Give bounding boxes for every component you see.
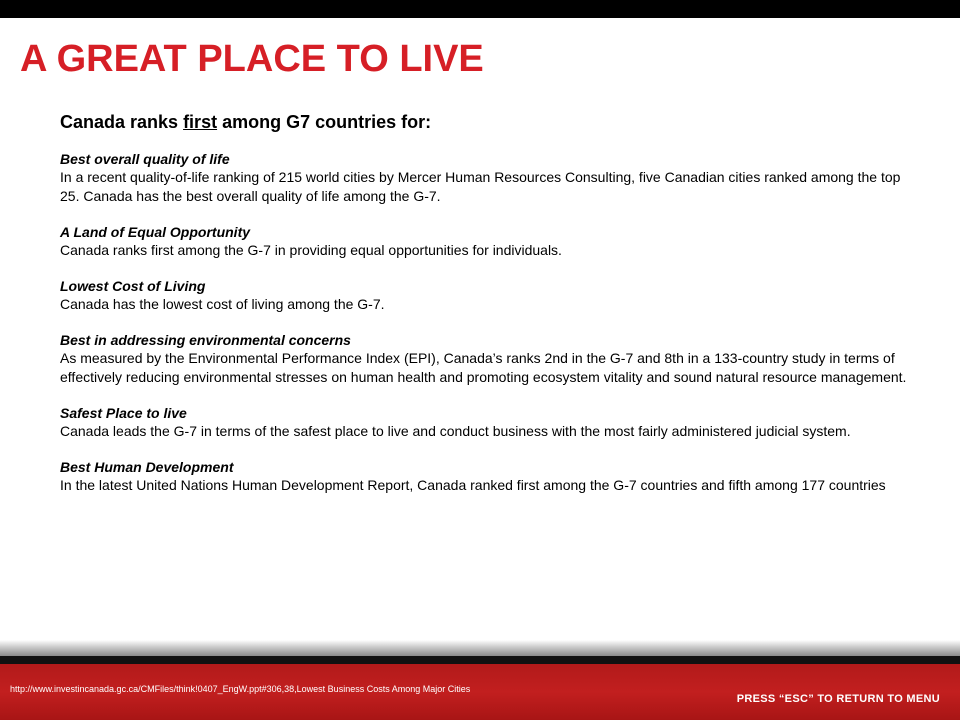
section-heading: Best overall quality of life	[60, 151, 230, 167]
subtitle-suffix: among G7 countries for:	[217, 112, 432, 132]
slide-subtitle	[60, 110, 920, 134]
section-body: In a recent quality-of-life ranking of 215 world cities by Mercer Human Resources Consulting, five Canadian cities ranked among the top 25. Canada has the best overall quality of life among the G-7.	[60, 169, 901, 204]
section-quality-of-life	[60, 150, 920, 206]
section-equal-opportunity	[60, 223, 920, 260]
section-human-development	[60, 458, 920, 495]
section-heading: Best Human Development	[60, 459, 234, 475]
section-heading: Safest Place to live	[60, 405, 187, 421]
section-cost-of-living	[60, 277, 920, 314]
return-to-menu-button[interactable]: PRESS “ESC” TO RETURN TO MENU	[736, 693, 940, 705]
section-heading: Best in addressing environmental concerns	[60, 332, 351, 348]
section-body: Canada ranks first among the G-7 in providing equal opportunities for individuals.	[60, 242, 562, 258]
footer-black-stripe	[0, 656, 960, 664]
section-body: Canada has the lowest cost of living among the G-7.	[60, 296, 385, 312]
slide-content	[60, 110, 920, 512]
source-url-link[interactable]: http://www.investincanada.gc.ca/CMFiles/think!0407_EngW.ppt#306,38,Lowest Business Costs Among Major Cities	[10, 684, 471, 694]
section-body: As measured by the Environmental Performance Index (EPI), Canada’s ranks 2nd in the G-7 and 8th in a 133-country study in terms of effectively reducing environmental stresses on human health and promoting ecosystem vitality and sound natural resource management.	[60, 350, 907, 385]
section-safest-place	[60, 404, 920, 441]
subtitle-prefix: Canada ranks	[60, 112, 184, 132]
top-black-bar	[0, 0, 960, 18]
section-heading: Lowest Cost of Living	[60, 278, 206, 294]
section-body: Canada leads the G-7 in terms of the safest place to live and conduct business with the most fairly administered judicial system.	[60, 423, 851, 439]
section-environment	[60, 331, 920, 387]
slide-title: A GREAT PLACE TO LIVE	[20, 38, 484, 80]
section-heading: A Land of Equal Opportunity	[60, 224, 251, 240]
subtitle-emphasis: first	[183, 112, 218, 132]
section-body: In the latest United Nations Human Development Report, Canada ranked first among the G-7 countries and fifth among 177 countries	[60, 477, 886, 493]
footer-divider	[0, 640, 960, 656]
